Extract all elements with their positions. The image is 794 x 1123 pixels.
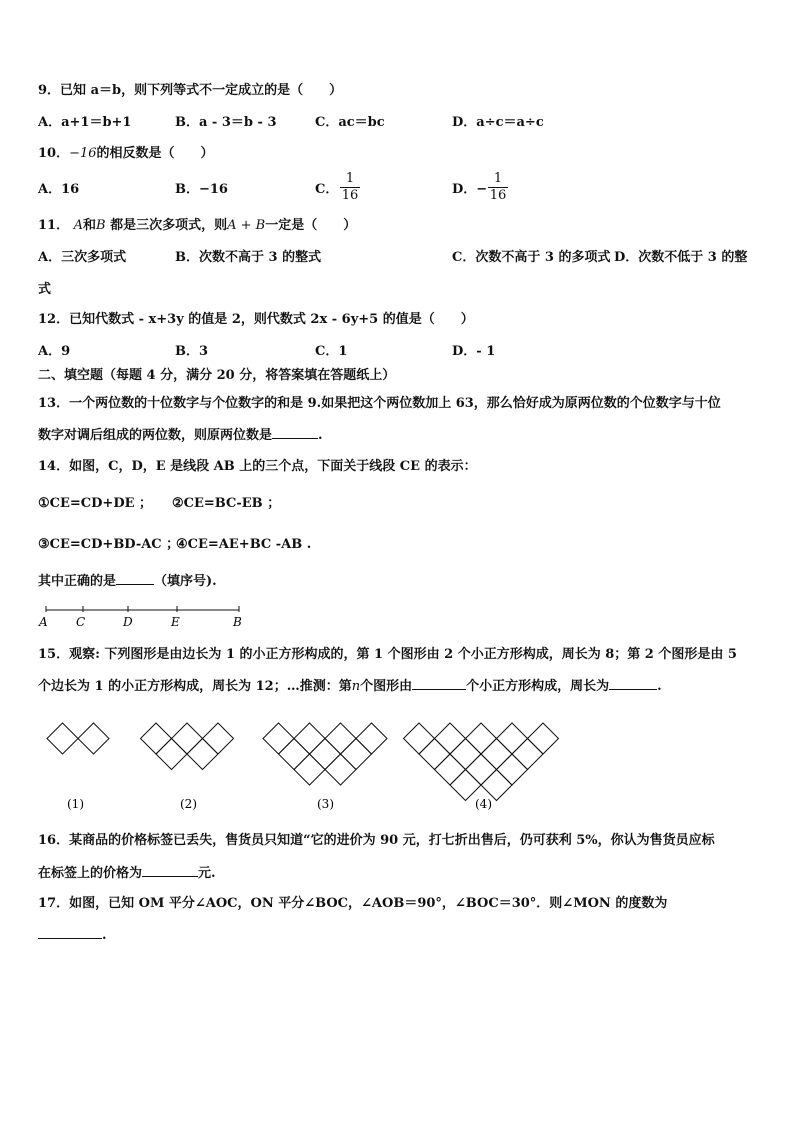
q13-text: 数字对调后组成的两位数，则原两位数是 (38, 428, 273, 443)
pattern-square (172, 723, 203, 754)
caption-2: (2) (180, 797, 197, 811)
q11-option-c: C．次数不高于 3 的多项式 (452, 250, 611, 265)
q14-stem: 14．如图，C，D，E 是线段 AB 上的三个点，下面关于线段 CE 的表示： (38, 459, 477, 474)
q13-line2 (38, 426, 323, 445)
q12-option-c: C．1 (315, 344, 348, 359)
q15-line1: 15．观察: 下列图形是由边长为 1 的小正方形构成的，第 1 个图形由 2 个小正方形构成，周长为 8；第 2 个图形是由 5 (38, 647, 737, 662)
q10-suffix: 的相反数是（ ） (96, 146, 214, 161)
fraction-denominator: 16 (489, 188, 507, 203)
pattern-square (356, 723, 387, 754)
pattern-square (141, 723, 172, 754)
pattern-square (341, 739, 372, 770)
q17-line2 (38, 926, 107, 945)
fraction-numerator: 1 (345, 171, 355, 186)
pattern-square (450, 770, 481, 801)
q11-stem (38, 217, 356, 235)
pattern-square (279, 739, 310, 770)
pattern-square (294, 723, 325, 754)
q11-and: 和 (83, 218, 97, 233)
caption-3: (3) (317, 797, 334, 811)
segment-figure (36, 600, 246, 630)
q12-option-d: D．- 1 (452, 344, 496, 359)
q14-answer-line (38, 572, 217, 591)
pattern-square (450, 739, 481, 770)
pattern-square (294, 754, 325, 785)
q16-line2 (38, 864, 216, 883)
q16-end: 元. (198, 866, 216, 881)
pattern-square (435, 754, 466, 785)
q15-n: n (351, 679, 361, 694)
label-a: A (39, 615, 48, 629)
pattern-square (419, 739, 450, 770)
q11-option-b: B．次数不高于 3 的整式 (175, 250, 322, 265)
q14-answer-blank[interactable] (116, 572, 154, 585)
pattern-square (47, 723, 78, 754)
q9-option-b: B．a - 3＝b - 3 (175, 115, 277, 130)
pattern-square (481, 739, 512, 770)
q12-option-a: A．9 (38, 344, 71, 359)
q16-answer-blank[interactable] (142, 864, 198, 877)
q17-answer-blank[interactable] (38, 926, 102, 939)
pattern-square (325, 754, 356, 785)
q10-option-c: C． (315, 182, 339, 197)
q16-line1: 16．某商品的价格标签已丢失，售货员只知道“它的进价为 90 元，打七折出售后，仍可获利 5%，你认为售货员应标 (38, 833, 715, 848)
pattern-square (404, 723, 435, 754)
q14-item-3: ③CE=CD+BD-AC ； (38, 537, 180, 552)
q15-perimeter-blank[interactable] (609, 677, 657, 690)
q13-end: . (318, 428, 323, 443)
caption-1: (1) (67, 797, 84, 811)
q9-stem: 9．已知 a＝b，则下列等式不一定成立的是（ ） (38, 83, 343, 98)
pattern-square (466, 723, 497, 754)
q10-option-a: A．16 (38, 182, 80, 197)
q15-text-c: 个小正方形构成，周长为 (466, 679, 610, 694)
pattern-square (497, 723, 528, 754)
pattern-square (263, 723, 294, 754)
q15-line2 (38, 677, 662, 696)
q10-option-c-fraction (340, 172, 360, 203)
q10-option-b: B．−16 (175, 182, 228, 197)
pattern-square (78, 723, 109, 754)
q11-var-a: A (73, 218, 84, 233)
q10-stem (38, 145, 214, 163)
square-pattern-figure (30, 705, 570, 815)
section-heading: 二、填空题（每题 4 分，满分 20 分，将答案填在答题纸上） (38, 368, 396, 383)
pattern-square (187, 739, 218, 770)
label-c: C (76, 615, 86, 629)
q17-end: . (102, 928, 107, 943)
pattern-square (481, 770, 512, 801)
pattern-square (435, 723, 466, 754)
q10-prefix: 10． (38, 146, 70, 161)
pattern-square (497, 754, 528, 785)
q15-count-blank[interactable] (412, 677, 466, 690)
q10-expression: −16 (69, 146, 97, 161)
q14-item-4: ④CE=AE+BC -AB . (176, 537, 312, 552)
pattern-square (325, 723, 356, 754)
q15-text-a: 个边长为 1 的小正方形构成，周长为 12；…推测：第 (38, 679, 352, 694)
label-d: D (123, 615, 133, 629)
pattern-square (310, 739, 341, 770)
q11-mid: 都是三次多项式，则 (110, 218, 228, 233)
pattern-square (466, 754, 497, 785)
q15-end: . (657, 679, 662, 694)
pattern-square (528, 723, 559, 754)
q14-item-1: ①CE=CD+DE ； (38, 496, 153, 511)
pattern-square (203, 723, 234, 754)
q13-answer-blank[interactable] (272, 426, 318, 439)
q15-text-b: 个图形由 (360, 679, 413, 694)
q12-stem: 12．已知代数式 - x+3y 的值是 2，则代数式 2x - 6y+5 的值是（ ） (38, 312, 474, 327)
q11-prefix: 11． (38, 218, 70, 233)
q14-answer-prefix: 其中正确的是 (38, 574, 117, 589)
q11-end: 一定是（ ） (265, 218, 357, 233)
q10-option-d: D．− (452, 182, 488, 197)
q13-line1: 13．一个两位数的十位数字与个位数字的和是 9.如果把这个两位数加上 63，那么恰好成为原两位数的个位数字与十位 (38, 396, 721, 411)
q9-option-d: D．a÷c＝a÷c (452, 115, 544, 130)
q10-option-d-fraction (488, 172, 508, 203)
pattern-square (512, 739, 543, 770)
q11-var-b: B (96, 218, 106, 233)
fraction-denominator: 16 (341, 188, 359, 203)
q11-expression: A + B (227, 218, 266, 233)
q9-option-c: C．ac＝bc (315, 115, 385, 130)
q16-text: 在标签上的价格为 (38, 866, 143, 881)
caption-4: (4) (475, 797, 492, 811)
fraction-numerator: 1 (493, 171, 503, 186)
q11-option-a: A．三次多项式 (38, 250, 127, 265)
q17-line1: 17．如图，已知 OM 平分∠AOC，ON 平分∠BOC，∠AOB＝90°，∠BOC＝30°．则∠MON 的度数为 (38, 896, 668, 911)
q9-option-a: A．a+1＝b+1 (38, 115, 132, 130)
pattern-square (156, 739, 187, 770)
label-b: B (233, 615, 242, 629)
q12-option-b: B．3 (175, 344, 209, 359)
label-e: E (171, 615, 180, 629)
q14-item-2: ②CE=BC-EB ； (172, 496, 281, 511)
q11-option-d-wrap: 式 (38, 282, 52, 297)
q14-answer-suffix: （填序号). (154, 574, 217, 589)
q11-option-d: D．次数不低于 3 的整 (614, 250, 748, 265)
